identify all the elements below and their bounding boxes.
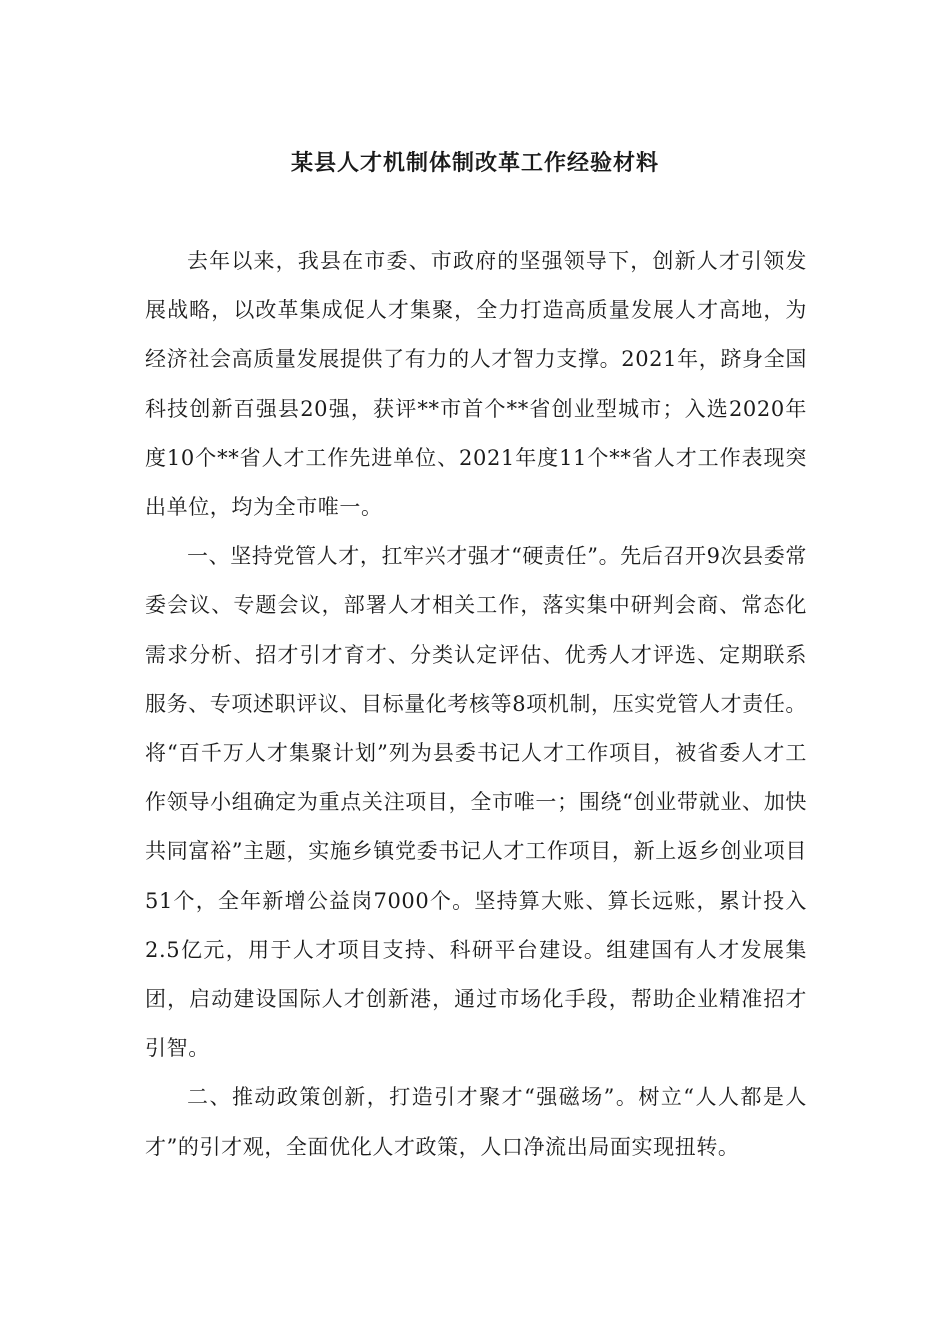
document-body bbox=[145, 237, 807, 1172]
paragraph-intro: 去年以来，我县在市委、市政府的坚强领导下，创新人才引领发展战略，以改革集成促人才集聚，全力打造高质量发展人才高地，为经济社会高质量发展提供了有力的人才智力支撑。2021年，跻身全国科技创新百强县20强，获评**市首个**省创业型城市；入选2020年度10个**省人才工作先进单位、2021年度11个**省人才工作表现突出单位，均为全市唯一。 bbox=[145, 249, 807, 520]
document-title: 某县人才机制体制改革工作经验材料 bbox=[290, 150, 659, 176]
paragraph-section-one: 一、坚持党管人才，扛牢兴才强才“硬责任”。先后召开9次县委常委会议、专题会议，部署人才相关工作，落实集中研判会商、常态化需求分析、招才引才育才、分类认定评估、优秀人才评选、定期联系服务、专项述职评议、目标量化考核等8项机制，压实党管人才责任。将“百千万人才集聚计划”列为县委书记人才工作项目，被省委人才工作领导小组确定为重点关注项目，全市唯一；围绕“创业带就业、加快共同富裕”主题，实施乡镇党委书记人才工作项目，新上返乡创业项目51个，全年新增公益岗7000个。坚持算大账、算长远账，累计投入2.5亿元，用于人才项目支持、科研平台建设。组建国有人才发展集团，启动建设国际人才创新港，通过市场化手段，帮助企业精准招才引智。 bbox=[145, 544, 807, 1061]
paragraph-section-two: 二、推动政策创新，打造引才聚才“强磁场”。树立“人人都是人才”的引才观，全面优化人才政策，人口净流出局面实现扭转。 bbox=[145, 1085, 807, 1159]
